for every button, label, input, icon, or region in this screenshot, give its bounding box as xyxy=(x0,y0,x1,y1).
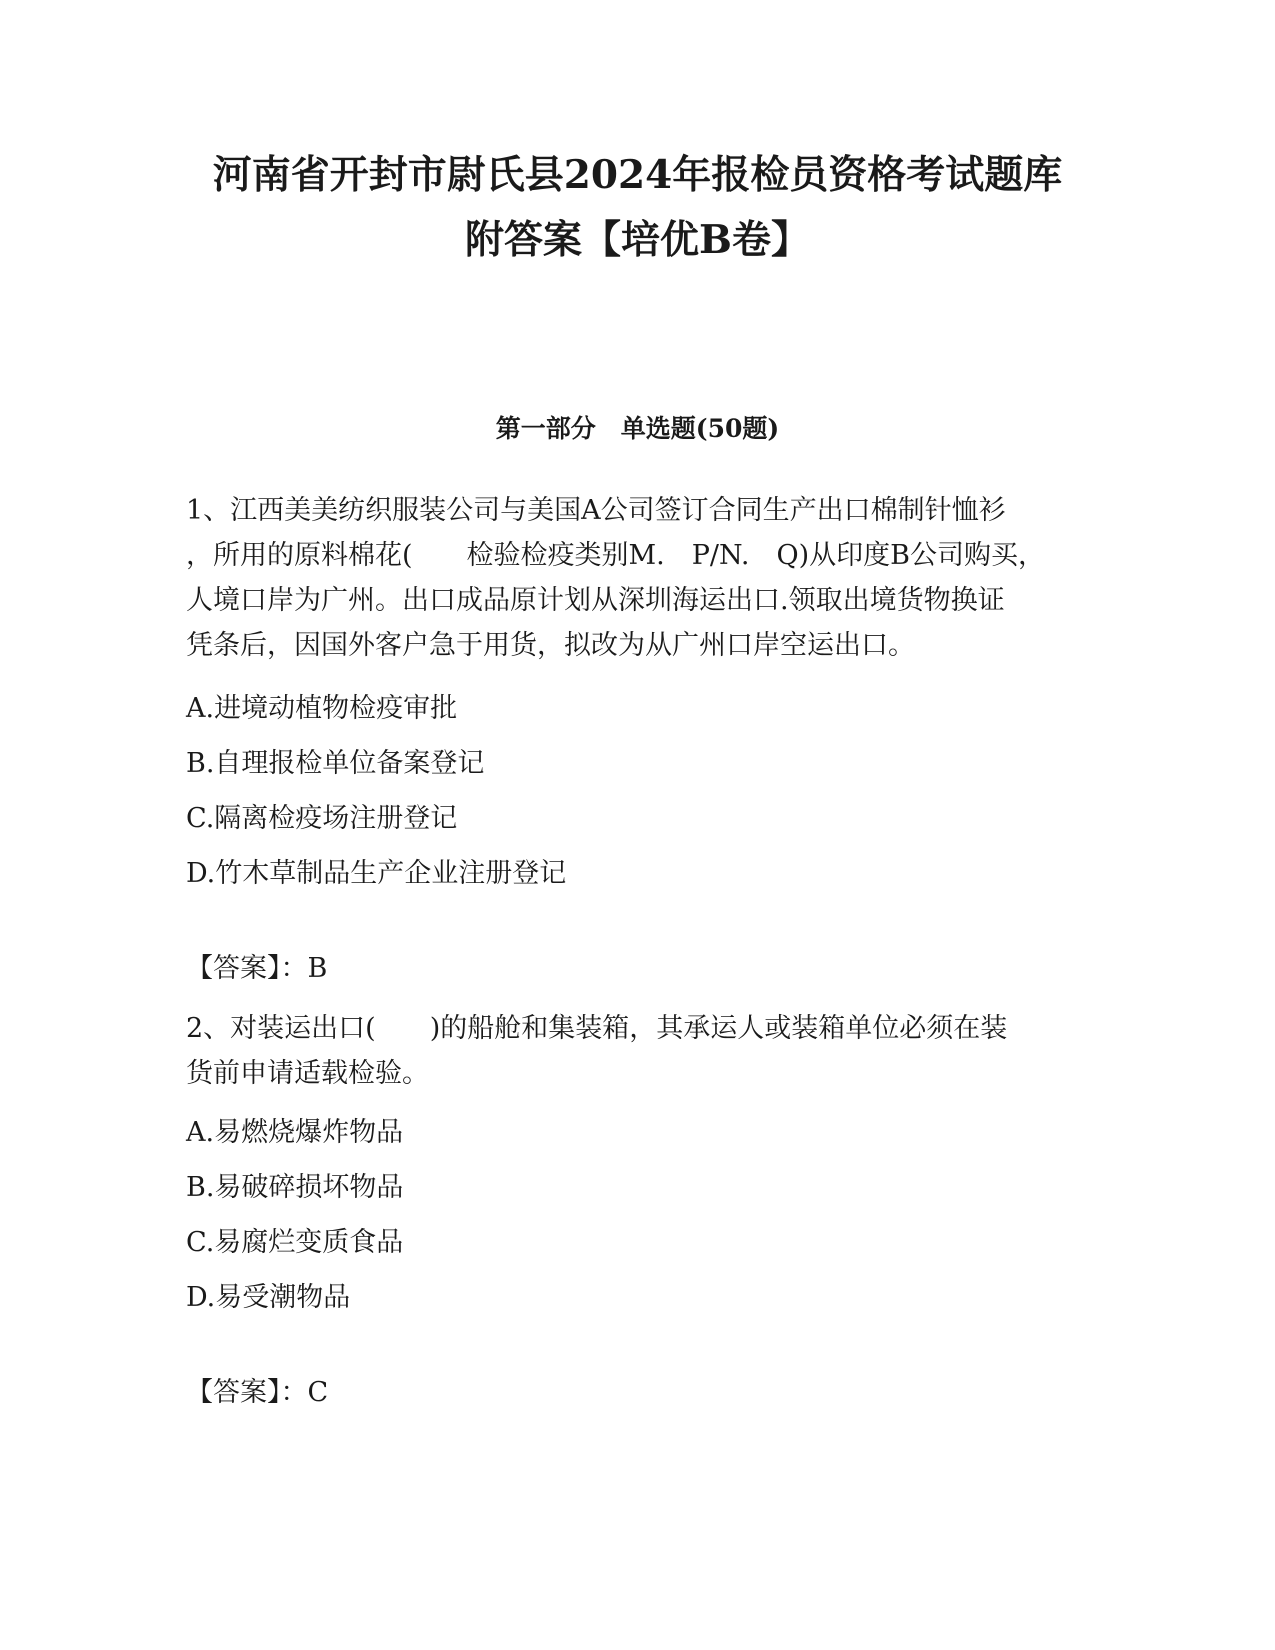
question-2-option-a: A.易燃烧爆炸物品 xyxy=(186,1117,404,1148)
question-2-option-c: C.易腐烂变质食品 xyxy=(186,1227,404,1258)
question-2-stem-line: 2、对装运出口( )的船舱和集装箱，其承运人或装箱单位必须在装 xyxy=(186,1013,1008,1044)
section-heading: 第一部分 单选题(50题) xyxy=(495,414,780,443)
question-1-option-d: D.竹木草制品生产企业注册登记 xyxy=(186,858,567,889)
question-2-stem xyxy=(186,1006,1086,1096)
question-1-stem-line: 人境口岸为广州。出口成品原计划从深圳海运出口.领取出境货物换证 xyxy=(186,585,1005,616)
question-1-stem-line: 1、江西美美纺织服装公司与美国A公司签订合同生产出口棉制针恤衫 xyxy=(186,495,1006,526)
question-1-option-a: A.进境动植物检疫审批 xyxy=(186,693,458,724)
question-1-option-b: B.自理报检单位备案登记 xyxy=(186,748,485,779)
document-title-line-1: 河南省开封市尉氏县2024年报检员资格考试题库 xyxy=(212,152,1063,198)
question-2-answer: 【答案】：C xyxy=(186,1377,329,1408)
question-2-stem-line: 货前申请适载检验。 xyxy=(186,1058,429,1089)
question-1-answer: 【答案】：B xyxy=(186,953,328,984)
question-1-stem-line: ，所用的原料棉花( 检验检疫类别M. P/N. Q)从印度B公司购买， xyxy=(186,540,1046,571)
question-1-stem xyxy=(186,488,1086,668)
question-1-option-c: C.隔离检疫场注册登记 xyxy=(186,803,458,834)
question-2-option-b: B.易破碎损坏物品 xyxy=(186,1172,404,1203)
question-1-stem-line: 凭条后，因国外客户急于用货，拟改为从广州口岸空运出口。 xyxy=(186,630,915,661)
document-title-line-2: 附答案【培优B卷】 xyxy=(465,217,810,263)
question-2-option-d: D.易受潮物品 xyxy=(186,1282,351,1313)
